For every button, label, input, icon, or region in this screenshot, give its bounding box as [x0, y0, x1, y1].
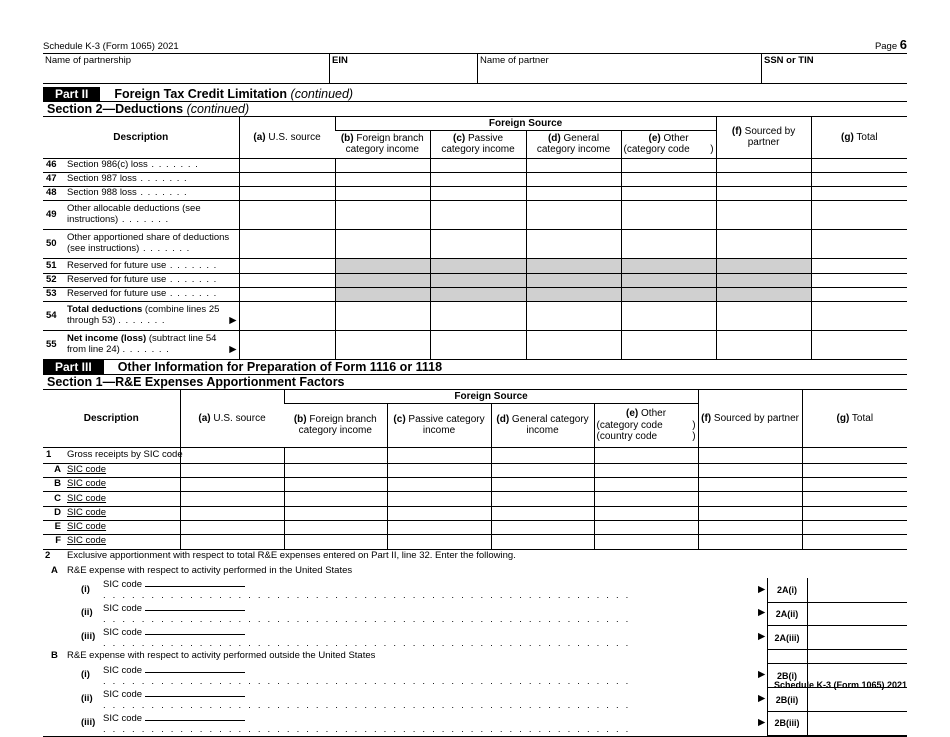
- amount-cell: [526, 287, 621, 301]
- arrow-icon: ▶: [758, 607, 766, 619]
- sic-letter: D: [43, 506, 65, 520]
- amount-cell[interactable]: [239, 287, 335, 301]
- amount-cell: [621, 259, 716, 273]
- amount-cell[interactable]: [802, 520, 907, 534]
- re-expenses-table: [43, 390, 907, 549]
- table-row: [43, 287, 907, 301]
- amount-cell[interactable]: [802, 478, 907, 492]
- line-number: 46: [43, 158, 65, 172]
- amount-cell: [621, 273, 716, 287]
- col-other: (e) Other (category code ) (country code ): [594, 403, 698, 447]
- amount-cell[interactable]: [811, 172, 907, 186]
- col-general: (d) General category income: [526, 130, 621, 158]
- amount-cell[interactable]: [802, 535, 907, 549]
- amount-cell[interactable]: [621, 331, 716, 360]
- sic-letter: B: [43, 478, 65, 492]
- amount-cell[interactable]: [621, 172, 716, 186]
- sic-letter: E: [43, 520, 65, 534]
- amount-cell: [430, 287, 526, 301]
- amount-cell[interactable]: [526, 302, 621, 331]
- amount-cell[interactable]: [430, 158, 526, 172]
- amount-cell: [335, 287, 430, 301]
- amount-cell[interactable]: [811, 287, 907, 301]
- col-passive: (c) Passive category income: [430, 130, 526, 158]
- amount-cell[interactable]: [387, 520, 491, 534]
- amount-cell[interactable]: [594, 492, 698, 506]
- amount-cell[interactable]: [335, 172, 430, 186]
- col-total: (g) Total: [811, 117, 907, 158]
- line-label: Section 986(c) loss . . .: [65, 158, 239, 172]
- amount-cell[interactable]: [594, 463, 698, 477]
- part2-title: Foreign Tax Credit Limitation (continued): [114, 86, 354, 101]
- amount-cell[interactable]: [491, 478, 594, 492]
- table-row: [43, 535, 907, 549]
- amount-cell[interactable]: [811, 331, 907, 360]
- exclusive-apportionment-table: 2 Exclusive apportionment with respect to total R&E expenses entered on Part II, line 32. Enter the following. A R&E expense with respect to activity performed in the United States (i) SIC code . . . . . . . . . . . . . . . . . . . . . . . . . . . . . . . . . . . . . . . . . . . . . . . . . . . . . . . ▶ 2A(i) (ii) SIC code . . . . . . . . . . . . . . . . . . . . . . . . . . . . . . . . . . . . . . . . . . . . . . . . . . . . . . . ▶ 2A(ii) (iii) SIC code . . . . . . . . . . . . . . . . . . . . . . . . . . . . . . . . . . . . . . . . . . . . . . . . . . . . . . . ▶ 2A(iii) B R&E expense with respect to activity performed outside the United States (i) SIC code . . . . . . . . . . . . . . . . . . . . . . . . . . . . . . . . . . . . . . . . . . . . . . . . . . . . . . . ▶ 2B(i) (ii) SIC code . . . . . . . . . . . . . . . . . . . . . . . . . . . . . . . . . . . . . . . . . . . . . . . . . . . . . . . ▶ 2B(ii) (iii) SIC code . . . . . . . . . . . . . . . . . . . . . . . . . . . . . . . . . . . . . . . . . . . . . . . . . . . . . . . ▶ 2B(iii): [43, 550, 907, 736]
- amount-cell[interactable]: [239, 302, 335, 331]
- amount-cell[interactable]: [698, 463, 802, 477]
- line-number: 54: [43, 302, 65, 331]
- amount-cell[interactable]: [239, 172, 335, 186]
- amount-cell: [526, 259, 621, 273]
- amount-cell[interactable]: [239, 273, 335, 287]
- line-label: Section 988 loss . . .: [65, 187, 239, 201]
- amount-cell: [335, 259, 430, 273]
- line2A-text: R&E expense with respect to activity performed in the United States: [67, 564, 353, 576]
- table-row: [43, 259, 907, 273]
- form-id: Schedule K-3 (Form 1065) 2021: [43, 41, 179, 53]
- amount-cell[interactable]: [284, 492, 387, 506]
- line-label: Section 987 loss . . .: [65, 172, 239, 186]
- line-ref: 2B(iii): [767, 712, 807, 736]
- amount-cell[interactable]: [811, 230, 907, 259]
- sic-code-input[interactable]: SIC code: [65, 535, 180, 549]
- table-row: [43, 201, 907, 230]
- table-row: (iii) SIC code . . . . . . . . . . . . . . . . . . . . . . . . . . . . . . . . . . . . . . . . . . . . . . . . . . . . . . . ▶ 2A(iii): [43, 626, 907, 650]
- foreign-source-header: Foreign Source: [335, 117, 716, 130]
- amount-cell[interactable]: [335, 201, 430, 230]
- col-us-source: (a) U.S. source: [239, 117, 335, 158]
- amount-cell[interactable]: [239, 230, 335, 259]
- amount-cell[interactable]: [335, 158, 430, 172]
- amount-cell[interactable]: [698, 492, 802, 506]
- amount-cell[interactable]: [491, 492, 594, 506]
- amount-cell[interactable]: [180, 463, 284, 477]
- amount-cell[interactable]: [594, 520, 698, 534]
- table-row: [43, 230, 907, 259]
- sic-code-input[interactable]: [145, 602, 245, 611]
- amount-cell[interactable]: [239, 331, 335, 360]
- sic-code-input[interactable]: SIC code: [65, 520, 180, 534]
- amount-cell[interactable]: [180, 535, 284, 549]
- line-label: Reserved for future use . . .: [65, 259, 239, 273]
- amount-cell[interactable]: [335, 187, 430, 201]
- amount-cell[interactable]: [807, 626, 907, 650]
- line-ref: 2A(iii): [767, 626, 807, 650]
- table-row: [43, 520, 907, 534]
- line-label: Reserved for future use . . .: [65, 273, 239, 287]
- part3-tag: Part III: [43, 360, 104, 374]
- amount-cell[interactable]: [811, 158, 907, 172]
- amount-cell[interactable]: [335, 230, 430, 259]
- amount-cell[interactable]: [807, 712, 907, 736]
- amount-cell[interactable]: [698, 535, 802, 549]
- amount-cell[interactable]: [526, 172, 621, 186]
- amount-cell[interactable]: [621, 158, 716, 172]
- amount-cell[interactable]: [716, 172, 811, 186]
- part2-tag: Part II: [43, 87, 100, 101]
- sic-letter: C: [43, 492, 65, 506]
- amount-cell[interactable]: [802, 506, 907, 520]
- table-row: [43, 463, 907, 477]
- sic-code-input[interactable]: SIC code: [65, 506, 180, 520]
- amount-cell[interactable]: [284, 506, 387, 520]
- table-row: [43, 331, 907, 360]
- col-sourced-by-partner: (f) Sourced by partner: [698, 390, 802, 447]
- amount-cell[interactable]: [430, 230, 526, 259]
- amount-cell[interactable]: [387, 492, 491, 506]
- amount-cell[interactable]: [526, 158, 621, 172]
- table-row: [43, 492, 907, 506]
- col-foreign-branch: (b) Foreign branch category income: [284, 403, 387, 447]
- amount-cell[interactable]: [811, 201, 907, 230]
- footer-form-id: Schedule K-3 (Form 1065) 2021: [773, 680, 907, 690]
- line-ref: 2A(ii): [767, 602, 807, 626]
- amount-cell[interactable]: [716, 158, 811, 172]
- form-header: [43, 37, 907, 54]
- line2-text: Exclusive apportionment with respect to total R&E expenses entered on Part II, line 32. Enter the following.: [67, 550, 516, 562]
- ssn-field[interactable]: SSN or TIN: [764, 55, 814, 66]
- sic-code-input[interactable]: [145, 688, 245, 697]
- sic-code-input[interactable]: [145, 712, 245, 721]
- amount-cell[interactable]: [239, 187, 335, 201]
- line-number: 53: [43, 287, 65, 301]
- table-row: (ii) SIC code . . . . . . . . . . . . . . . . . . . . . . . . . . . . . . . . . . . . . . . . . . . . . . . . . . . . . . . ▶ 2B(ii): [43, 688, 907, 712]
- col-foreign-branch: (b) Foreign branch category income: [335, 130, 430, 158]
- line-ref: 2B(ii): [767, 688, 807, 712]
- line-number: 47: [43, 172, 65, 186]
- ein-field[interactable]: EIN: [330, 54, 478, 83]
- line-ref: 2A(i): [767, 578, 807, 602]
- amount-cell[interactable]: [430, 187, 526, 201]
- amount-cell[interactable]: [180, 520, 284, 534]
- line-label: Total deductions (combine lines 25 through 53) . . . ▶: [65, 302, 239, 331]
- table-row: [43, 302, 907, 331]
- col-description: Description: [43, 390, 180, 447]
- arrow-icon: ▶: [758, 693, 766, 705]
- amount-cell[interactable]: [594, 535, 698, 549]
- col-sourced-by-partner: (f) Sourced by partner: [716, 117, 811, 158]
- amount-cell[interactable]: [802, 463, 907, 477]
- amount-cell[interactable]: [335, 331, 430, 360]
- amount-cell[interactable]: [491, 506, 594, 520]
- amount-cell[interactable]: [802, 492, 907, 506]
- amount-cell: [716, 259, 811, 273]
- amount-cell[interactable]: [284, 478, 387, 492]
- part3-section-title: Section 1—R&E Expenses Apportionment Factors: [43, 375, 907, 390]
- part3-header: [43, 360, 907, 375]
- amount-cell[interactable]: [621, 302, 716, 331]
- amount-cell[interactable]: [811, 187, 907, 201]
- col-total: (g) Total: [802, 390, 907, 447]
- table-row: [43, 478, 907, 492]
- amount-cell[interactable]: [807, 602, 907, 626]
- amount-cell[interactable]: [387, 478, 491, 492]
- amount-cell[interactable]: [621, 230, 716, 259]
- table-row: [43, 506, 907, 520]
- table-row: [43, 172, 907, 186]
- amount-cell[interactable]: [387, 463, 491, 477]
- table-row: (i) SIC code . . . . . . . . . . . . . . . . . . . . . . . . . . . . . . . . . . . . . . . . . . . . . . . . . . . . . . . ▶ 2A(i): [43, 578, 907, 602]
- col-other: (e) Other (category code ): [621, 130, 716, 158]
- amount-cell[interactable]: [239, 259, 335, 273]
- line-label: Reserved for future use . . .: [65, 287, 239, 301]
- table-row: 1 Gross receipts by SIC code: [43, 447, 907, 463]
- amount-cell[interactable]: [526, 187, 621, 201]
- line-number: 49: [43, 201, 65, 230]
- amount-cell[interactable]: [430, 172, 526, 186]
- amount-cell[interactable]: [716, 187, 811, 201]
- amount-cell[interactable]: [594, 478, 698, 492]
- line-number: 51: [43, 259, 65, 273]
- amount-cell[interactable]: [284, 520, 387, 534]
- amount-cell[interactable]: [807, 578, 907, 602]
- col-general: (d) General category income: [491, 403, 594, 447]
- arrow-icon: ▶: [758, 717, 766, 729]
- partnership-name-field[interactable]: Name of partnership: [43, 54, 330, 83]
- amount-cell[interactable]: [180, 492, 284, 506]
- line-label: Net income (loss) (subtract line 54 from line 24) . . . ▶: [65, 331, 239, 360]
- amount-cell[interactable]: [621, 187, 716, 201]
- line-ref: 2B(i): [767, 664, 807, 688]
- table-row: (i) SIC code . . . . . . . . . . . . . . . . . . . . . . . . . . . . . . . . . . . . . . . . . . . . . . . . . . . . . . . ▶ 2B(i): [43, 664, 907, 688]
- sic-code-input[interactable]: [145, 664, 245, 673]
- foreign-source-header: Foreign Source: [284, 390, 698, 403]
- table-row: (ii) SIC code . . . . . . . . . . . . . . . . . . . . . . . . . . . . . . . . . . . . . . . . . . . . . . . . . . . . . . . ▶ 2A(ii): [43, 602, 907, 626]
- amount-cell: [335, 273, 430, 287]
- amount-cell: [526, 273, 621, 287]
- sic-code-input[interactable]: [145, 578, 245, 587]
- amount-cell[interactable]: [716, 331, 811, 360]
- line-label: Other apportioned share of deductions (see instructions) . . .: [65, 230, 239, 259]
- amount-cell[interactable]: [526, 331, 621, 360]
- amount-cell[interactable]: [526, 230, 621, 259]
- arrow-icon: ▶: [758, 583, 766, 595]
- sic-code-input[interactable]: SIC code: [65, 492, 180, 506]
- col-description: Description: [43, 117, 239, 158]
- amount-cell[interactable]: [621, 201, 716, 230]
- amount-cell[interactable]: [491, 535, 594, 549]
- amount-cell: [716, 273, 811, 287]
- amount-cell[interactable]: [491, 520, 594, 534]
- amount-cell[interactable]: [284, 463, 387, 477]
- part2-section-title: Section 2—Deductions (continued): [43, 102, 907, 117]
- page-number: Page 6: [874, 37, 907, 53]
- col-us-source: (a) U.S. source: [180, 390, 284, 447]
- amount-cell[interactable]: [430, 331, 526, 360]
- amount-cell[interactable]: [284, 535, 387, 549]
- amount-cell[interactable]: [811, 259, 907, 273]
- amount-cell[interactable]: [807, 688, 907, 712]
- line-number: 52: [43, 273, 65, 287]
- amount-cell[interactable]: [387, 506, 491, 520]
- amount-cell[interactable]: [526, 201, 621, 230]
- amount-cell[interactable]: [811, 302, 907, 331]
- amount-cell: [716, 287, 811, 301]
- amount-cell[interactable]: [491, 463, 594, 477]
- amount-cell[interactable]: [716, 201, 811, 230]
- amount-cell[interactable]: [180, 478, 284, 492]
- amount-cell[interactable]: [698, 506, 802, 520]
- arrow-icon: ▶: [758, 669, 766, 681]
- amount-cell[interactable]: [716, 302, 811, 331]
- amount-cell: [430, 273, 526, 287]
- part2-header: [43, 87, 907, 102]
- table-row: [43, 187, 907, 201]
- line-label: Other allocable deductions (see instructions) . . .: [65, 201, 239, 230]
- amount-cell[interactable]: [698, 478, 802, 492]
- deductions-table: [43, 117, 907, 360]
- col-passive: (c) Passive category income: [387, 403, 491, 447]
- sic-code-input[interactable]: SIC code: [65, 463, 180, 477]
- amount-cell[interactable]: [698, 520, 802, 534]
- line-number: 55: [43, 331, 65, 360]
- partner-name-field[interactable]: Name of partner: [478, 54, 762, 83]
- sic-code-input[interactable]: SIC code: [65, 478, 180, 492]
- table-row: (iii) SIC code . . . . . . . . . . . . . . . . . . . . . . . . . . . . . . . . . . . . . . . . . . . . . . . . . . . . . . . ▶ 2B(iii): [43, 712, 907, 736]
- line-number: 48: [43, 187, 65, 201]
- amount-cell: [621, 287, 716, 301]
- amount-cell[interactable]: [180, 506, 284, 520]
- amount-cell[interactable]: [716, 230, 811, 259]
- amount-cell: [430, 259, 526, 273]
- name-row: [43, 54, 907, 84]
- line-number: 50: [43, 230, 65, 259]
- sic-letter: F: [43, 535, 65, 549]
- amount-cell[interactable]: [239, 158, 335, 172]
- amount-cell[interactable]: [239, 201, 335, 230]
- amount-cell[interactable]: [430, 201, 526, 230]
- amount-cell[interactable]: [811, 273, 907, 287]
- table-row: [43, 273, 907, 287]
- sic-code-input[interactable]: [145, 626, 245, 635]
- line2B-text: R&E expense with respect to activity performed outside the United States: [67, 650, 376, 662]
- amount-cell[interactable]: [594, 506, 698, 520]
- form-page: [43, 37, 907, 737]
- table-row: [43, 158, 907, 172]
- part3-title: Other Information for Preparation of Form 1116 or 1118: [117, 360, 443, 375]
- arrow-icon: ▶: [758, 631, 766, 643]
- sic-letter: A: [43, 463, 65, 477]
- amount-cell[interactable]: [430, 302, 526, 331]
- amount-cell[interactable]: [387, 535, 491, 549]
- amount-cell[interactable]: [335, 302, 430, 331]
